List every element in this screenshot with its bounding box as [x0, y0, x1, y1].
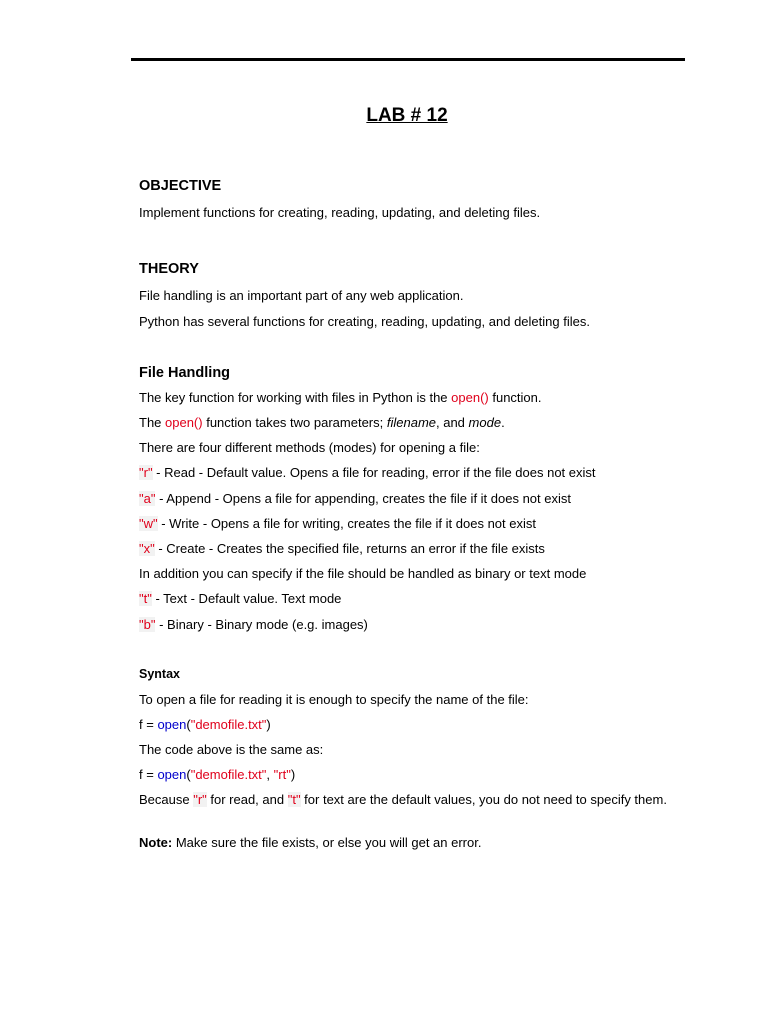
- open-params-end: .: [501, 415, 505, 430]
- note-text: Make sure the file exists, or else you will get an error.: [172, 835, 482, 850]
- key-function-line: [139, 389, 675, 407]
- mode-item: [139, 540, 675, 558]
- code2-pre: f =: [139, 767, 158, 782]
- header-rule: [131, 58, 685, 61]
- param-mode: mode: [468, 415, 502, 430]
- key-function-post: function.: [488, 390, 542, 405]
- key-function-pre: The key function for working with files in Python is the: [139, 390, 452, 405]
- mode-desc: - Write - Opens a file for writing, creates the file if it does not exist: [157, 516, 536, 531]
- mode-code: "w": [139, 516, 158, 531]
- code2-sep: ,: [266, 767, 274, 782]
- mode-item: [139, 490, 675, 508]
- objective-heading: OBJECTIVE: [139, 178, 222, 194]
- code1-open: (: [186, 717, 191, 732]
- because-post: for text are the default values, you do not need to specify them.: [300, 792, 667, 807]
- code1-arg: "demofile.txt": [190, 717, 267, 732]
- page-title: LAB # 12: [366, 105, 448, 126]
- mode-code: "x": [139, 541, 155, 556]
- code2-fn: open: [157, 767, 187, 782]
- param-filename: filename: [386, 415, 436, 430]
- because-t-code: "t": [287, 792, 301, 807]
- code-example-1: [139, 716, 675, 734]
- extra-mode-item: [139, 590, 675, 608]
- note-label: Note:: [139, 835, 173, 850]
- objective-text: Implement functions for creating, reading, updating, and deleting files.: [139, 205, 541, 220]
- code2-open: (: [186, 767, 191, 782]
- same-line: The code above is the same as:: [139, 742, 324, 757]
- mode-desc: - Read - Default value. Opens a file for reading, error if the file does not exist: [152, 465, 596, 480]
- theory-heading: THEORY: [139, 261, 199, 277]
- mode-desc: - Create - Creates the specified file, returns an error if the file exists: [154, 541, 545, 556]
- theory-line-2: Python has several functions for creating, reading, updating, and deleting files.: [139, 314, 590, 329]
- key-function-code: open(): [451, 390, 489, 405]
- code1-fn: open: [157, 717, 187, 732]
- code2-close: ): [290, 767, 296, 782]
- addition-line: In addition you can specify if the file should be handled as binary or text mode: [139, 566, 587, 581]
- syntax-intro: To open a file for reading it is enough to specify the name of the file:: [139, 692, 529, 707]
- open-params-pre: The: [139, 415, 166, 430]
- mode-item: [139, 515, 675, 533]
- because-paragraph: [139, 791, 675, 809]
- code1-pre: f =: [139, 717, 158, 732]
- modes-intro: There are four different methods (modes) for opening a file:: [139, 440, 480, 455]
- because-mid: for read, and: [206, 792, 288, 807]
- code2-arg1: "demofile.txt": [190, 767, 267, 782]
- extra-mode-item: [139, 616, 675, 634]
- open-params-code: open(): [165, 415, 203, 430]
- mode-code: "a": [139, 491, 156, 506]
- file-handling-heading: File Handling: [139, 365, 231, 381]
- mode-code: "b": [139, 617, 156, 632]
- open-params-and: , and: [436, 415, 469, 430]
- code2-arg2: "rt": [273, 767, 291, 782]
- mode-item: [139, 464, 675, 482]
- code1-close: ): [266, 717, 271, 732]
- mode-code: "r": [139, 465, 153, 480]
- because-r-code: "r": [193, 792, 207, 807]
- open-params-mid: function takes two parameters;: [202, 415, 387, 430]
- mode-code: "t": [139, 591, 152, 606]
- open-params-line: [139, 414, 675, 432]
- mode-desc: - Binary - Binary mode (e.g. images): [155, 617, 368, 632]
- code-example-2: [139, 766, 675, 784]
- note-line: [139, 834, 675, 852]
- mode-desc: - Text - Default value. Text mode: [151, 591, 342, 606]
- because-pre: Because: [139, 792, 194, 807]
- theory-line-1: File handling is an important part of any web application.: [139, 288, 464, 303]
- syntax-heading: Syntax: [139, 667, 180, 681]
- mode-desc: - Append - Opens a file for appending, creates the file if it does not exist: [155, 491, 571, 506]
